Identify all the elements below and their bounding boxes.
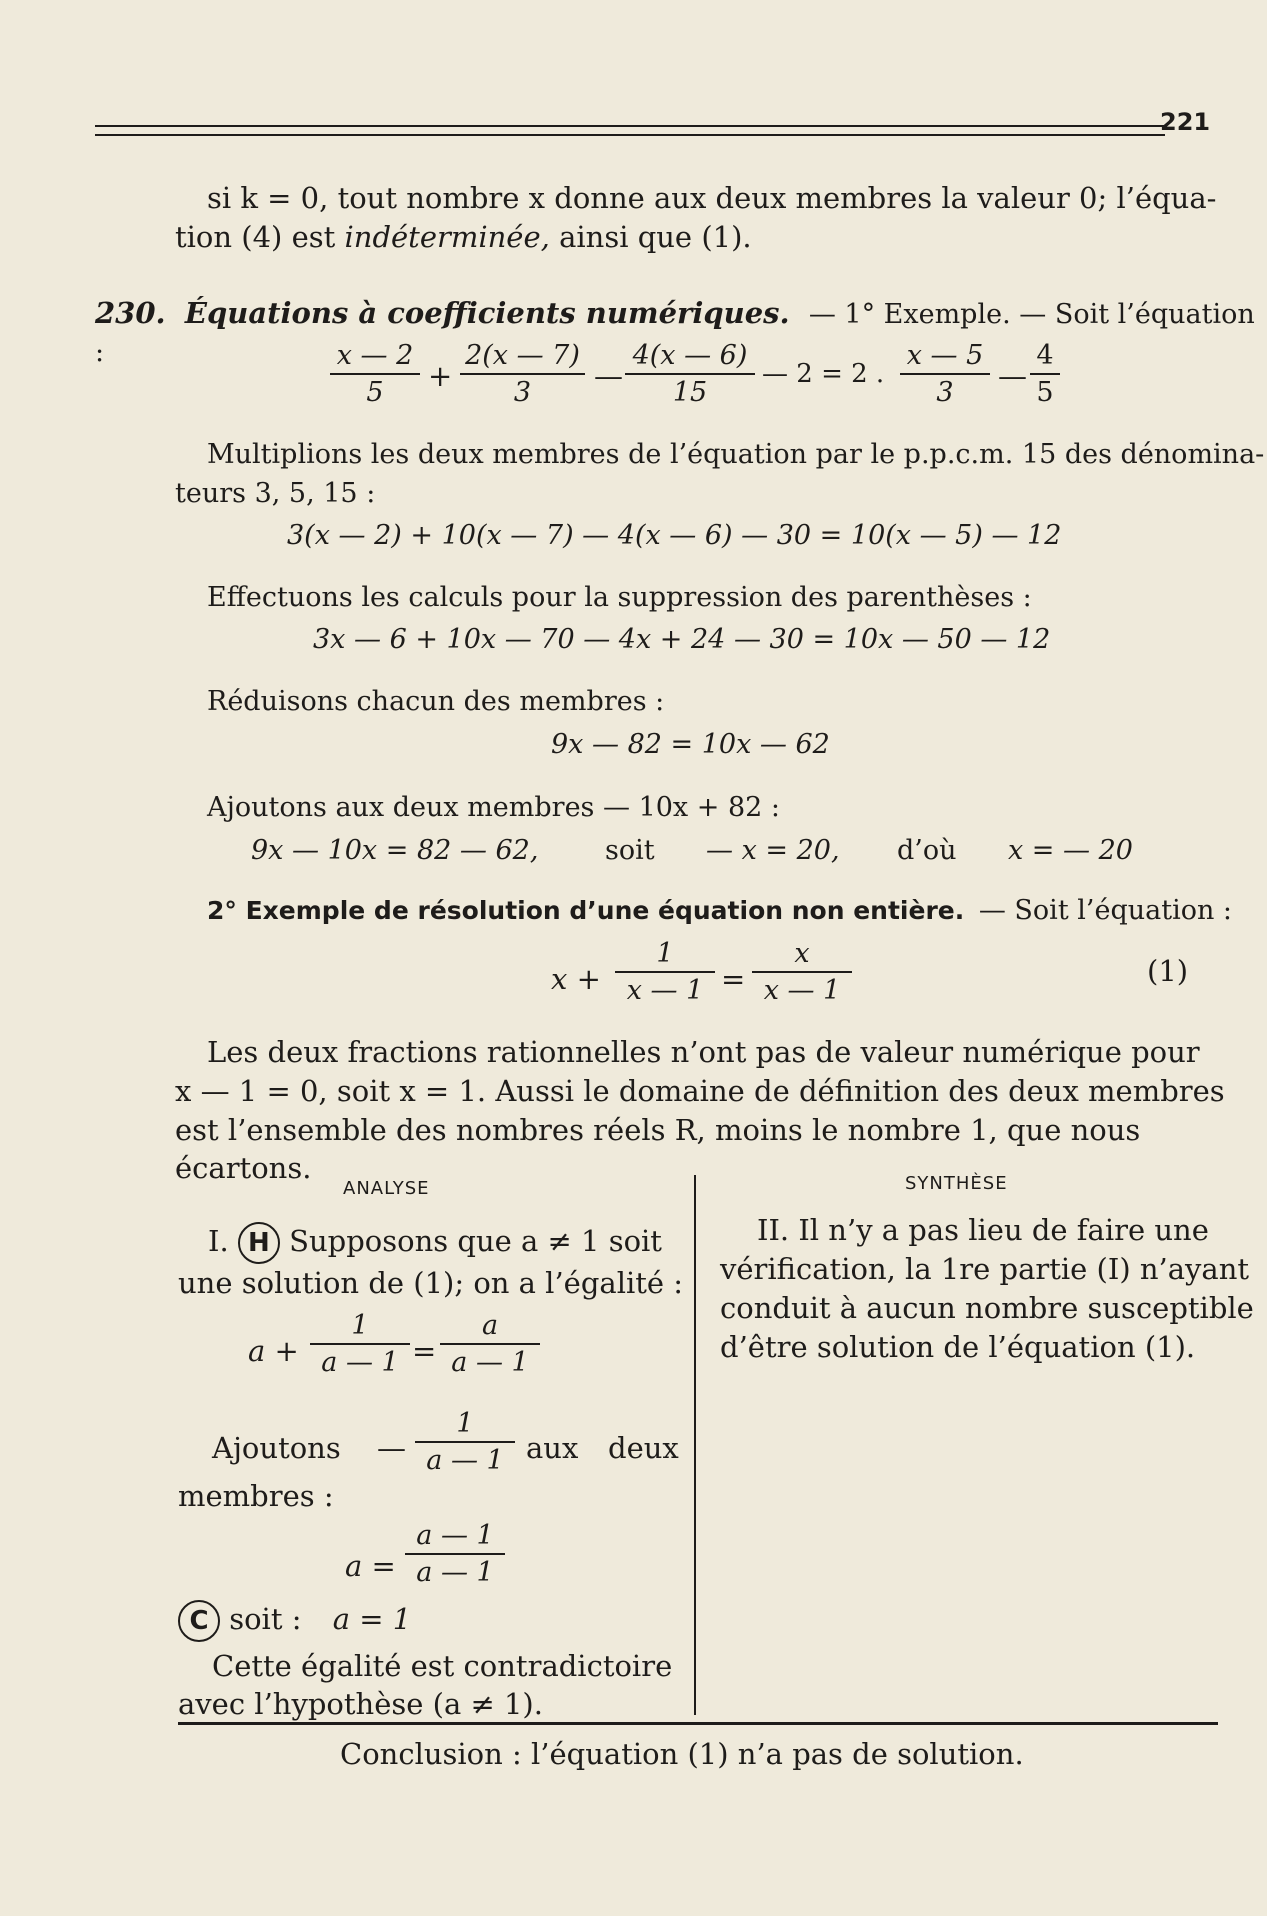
ajoutons-2-a: Ajoutons: [212, 1431, 341, 1465]
eq2-frac2: x x — 1: [752, 938, 852, 1006]
analyse-eq-lhs: a +: [248, 1334, 299, 1368]
eq1-frac3: 4(x — 6) 15: [625, 340, 755, 408]
ajoutons-eq-a: 9x — 10x = 82 — 62,: [251, 835, 539, 866]
conclusion-text: Conclusion : l’équation (1) n’a pas de solution.: [340, 1737, 1024, 1771]
ajoutons-2-frac: 1 a — 1: [415, 1408, 515, 1476]
effectuons-line: Effectuons les calculs pour la suppression des parenthèses :: [207, 582, 1032, 613]
analyse-roman-1: I.: [208, 1224, 229, 1258]
column-divider: [694, 1175, 696, 1715]
bottom-rule: [178, 1722, 1218, 1725]
eq1-frac1: x — 2 5: [330, 340, 420, 408]
contradiction-line-2: avec l’hypothèse (a ≠ 1).: [178, 1687, 543, 1721]
analyse-eq-frac1: 1 a — 1: [310, 1310, 410, 1378]
analyse-heading: ANALYSE: [343, 1178, 430, 1199]
multiplions-line-1: Multiplions les deux membres de l’équation par le p.p.c.m. 15 des dénomina-: [207, 439, 1265, 470]
ajoutons-2-minus: —: [377, 1431, 406, 1465]
reduisons-equation: 9x — 82 = 10x — 62: [551, 729, 830, 760]
analyse-eq-equals: =: [412, 1334, 437, 1368]
analyse-line-2: une solution de (1); on a l’égalité :: [178, 1266, 684, 1300]
soit-label: soit :: [229, 1602, 302, 1636]
analyse-line-1: [208, 1222, 662, 1264]
eq2-frac1: 1 x — 1: [615, 938, 715, 1006]
domain-line-3: est l’ensemble des nombres réels R, moins le nombre 1, que nous écartons.: [175, 1113, 1141, 1185]
ajoutons-eq-b: soit: [605, 835, 655, 866]
conclusion-badge: C: [178, 1600, 220, 1642]
intro-line-2-emph: indéterminée,: [344, 220, 550, 254]
eq2-equals: =: [721, 962, 746, 996]
page-number: 221: [1160, 108, 1211, 136]
eq1-op1: +: [428, 359, 453, 393]
header-rule-bottom: [95, 134, 1165, 136]
header-rule-top: [95, 125, 1165, 127]
ajoutons-eq-d: d’où: [897, 835, 957, 866]
analyse-eq-frac2: a a — 1: [440, 1310, 540, 1378]
intro-line-1: si k = 0, tout nombre x donne aux deux membres la valeur 0; l’équa-: [207, 181, 1217, 215]
multiplions-equation: 3(x — 2) + 10(x — 7) — 4(x — 6) — 30 = 10(x — 5) — 12: [287, 520, 1062, 551]
eq2-lhs: x +: [551, 962, 601, 996]
synthese-line-4: d’être solution de l’équation (1).: [720, 1330, 1196, 1364]
synthese-line-2: vérification, la 1re partie (I) n’ayant: [720, 1252, 1250, 1286]
example2-title: 2° Exemple de résolution d’une équation non entière.: [207, 896, 965, 925]
intro-line-2c: ainsi que (1).: [549, 220, 752, 254]
example2-subtitle: — Soit l’équation :: [978, 895, 1233, 926]
analyse-eq2-lhs: a =: [345, 1549, 396, 1583]
multiplions-line-2: teurs 3, 5, 15 :: [175, 478, 376, 509]
analyse-eq2-frac: a — 1 a — 1: [405, 1520, 505, 1588]
section-title: Équations à coefficients numériques.: [184, 296, 790, 330]
conclusion-line-c: [178, 1600, 411, 1642]
synthese-line-3: conduit à aucun nombre susceptible: [720, 1291, 1254, 1325]
eq1-frac2: 2(x — 7) 3: [460, 340, 585, 408]
ajoutons-eq-e: x = — 20: [1008, 835, 1133, 866]
ajoutons-2-c: deux: [608, 1431, 679, 1465]
section-subtitle: — 1° Exemple. — Soit l’équation :: [95, 299, 1255, 368]
eq2-tag: (1): [1147, 954, 1189, 988]
example2-heading: [207, 893, 1232, 928]
eq1-op3: —: [998, 359, 1027, 393]
soit-equation: a = 1: [332, 1602, 412, 1636]
eq1-frac4: x — 5 3: [900, 340, 990, 408]
eq1-op2: —: [594, 359, 623, 393]
domain-line-2: x — 1 = 0, soit x = 1. Aussi le domaine de définition des deux membres: [175, 1074, 1225, 1108]
eq1-middle: — 2 = 2 .: [762, 359, 885, 389]
intro-line-2: [175, 219, 752, 257]
intro-line-2a: tion (4) est: [175, 220, 345, 254]
domain-line-1: Les deux fractions rationnelles n’ont pas de valeur numérique pour: [207, 1035, 1200, 1069]
eq1-frac5: 4 5: [1030, 340, 1060, 408]
synthese-line-1: II. Il n’y a pas lieu de faire une: [757, 1213, 1209, 1247]
section-number: 230.: [95, 296, 166, 330]
membres-line: membres :: [178, 1479, 334, 1513]
synthese-heading: SYNTHÈSE: [905, 1173, 1008, 1194]
contradiction-line-1: Cette égalité est contradictoire: [212, 1649, 673, 1683]
ajoutons-2-b: aux: [526, 1431, 579, 1465]
analyse-line-1-text: Supposons que a ≠ 1 soit: [289, 1224, 662, 1258]
effectuons-equation: 3x — 6 + 10x — 70 — 4x + 24 — 30 = 10x — 50 — 12: [313, 624, 1051, 655]
ajoutons-line: Ajoutons aux deux membres — 10x + 82 :: [207, 792, 780, 823]
reduisons-line: Réduisons chacun des membres :: [207, 686, 665, 717]
ajoutons-eq-c: — x = 20,: [706, 835, 840, 866]
hypothesis-badge: H: [238, 1222, 280, 1264]
